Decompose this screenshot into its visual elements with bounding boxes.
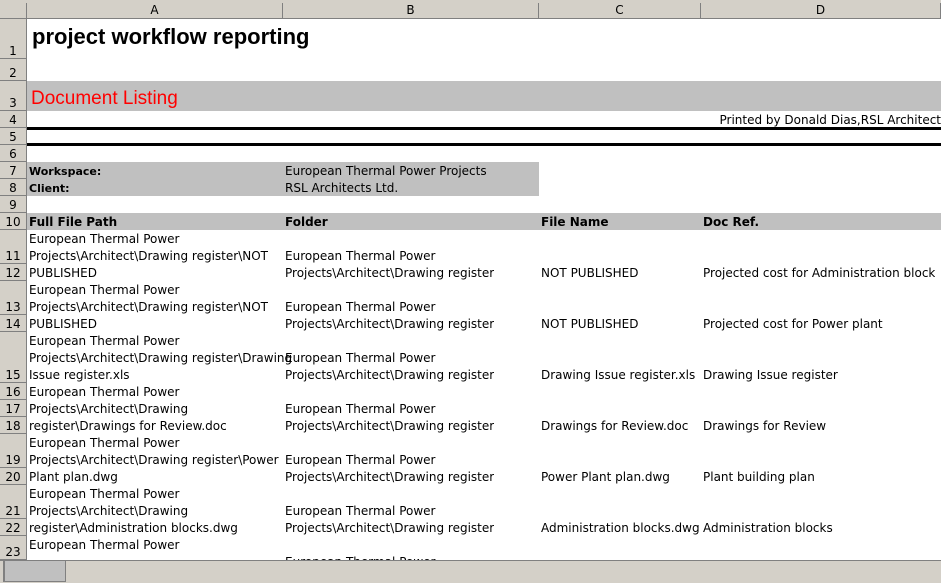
cell-a-line-12[interactable]: register\Drawings for Review.doc bbox=[29, 419, 227, 433]
cell-d-line-12[interactable]: Drawings for Review bbox=[703, 419, 827, 433]
column-header-c[interactable]: C bbox=[539, 3, 701, 19]
cell-c-line-15[interactable]: Power Plant plan.dwg bbox=[541, 470, 670, 484]
cell-a-line-5[interactable]: Projects\Architect\Drawing register\NOT bbox=[29, 300, 268, 314]
cell-a-line-18[interactable]: register\Administration blocks.dwg bbox=[29, 521, 238, 535]
cell-d-line-3[interactable]: Projected cost for Administration block bbox=[703, 266, 936, 280]
cell-b-line-14[interactable]: European Thermal Power bbox=[285, 453, 436, 467]
document-listing-heading: Document Listing bbox=[31, 88, 178, 109]
row-header-19[interactable]: 19 bbox=[0, 434, 27, 468]
cell-a-line-14[interactable]: Projects\Architect\Drawing register\Power bbox=[29, 453, 279, 467]
row-header-1[interactable]: 1 bbox=[0, 19, 27, 59]
cell-b-line-9[interactable]: Projects\Architect\Drawing register bbox=[285, 368, 495, 382]
cell-d-line-6[interactable]: Projected cost for Power plant bbox=[703, 317, 883, 331]
cell-c-line-3[interactable]: NOT PUBLISHED bbox=[541, 266, 639, 280]
report-title: project workflow reporting bbox=[32, 24, 310, 49]
column-header-a[interactable]: A bbox=[27, 3, 283, 19]
column-header-b[interactable]: B bbox=[283, 3, 539, 19]
cell-a-line-7[interactable]: European Thermal Power bbox=[29, 334, 180, 348]
cell-b-line-18[interactable]: Projects\Architect\Drawing register bbox=[285, 521, 495, 535]
cell-a-line-11[interactable]: Projects\Architect\Drawing bbox=[29, 402, 189, 416]
cell-a-line-16[interactable]: European Thermal Power bbox=[29, 487, 180, 501]
cell-d-line-15[interactable]: Plant building plan bbox=[703, 470, 815, 484]
client-label: Client: bbox=[29, 182, 70, 195]
row-header-7[interactable]: 7 bbox=[0, 162, 27, 179]
cell-b-line-11[interactable]: European Thermal Power bbox=[285, 402, 436, 416]
cell-b-line-3[interactable]: Projects\Architect\Drawing register bbox=[285, 266, 495, 280]
row-header-17[interactable]: 17 bbox=[0, 400, 27, 417]
cell-a-line-15[interactable]: Plant plan.dwg bbox=[29, 470, 118, 484]
row-header-10[interactable]: 10 bbox=[0, 213, 27, 230]
cell-b-line-15[interactable]: Projects\Architect\Drawing register bbox=[285, 470, 495, 484]
row-header-21[interactable]: 21 bbox=[0, 485, 27, 519]
cell-c-line-6[interactable]: NOT PUBLISHED bbox=[541, 317, 639, 331]
row-header-6[interactable]: 6 bbox=[0, 145, 27, 162]
cell-a-line-6[interactable]: PUBLISHED bbox=[29, 317, 97, 331]
column-header-d[interactable]: D bbox=[701, 3, 941, 19]
cell-a-line-17[interactable]: Projects\Architect\Drawing bbox=[29, 504, 189, 518]
header-folder[interactable]: Folder bbox=[285, 215, 328, 229]
row-header-4[interactable]: 4 bbox=[0, 111, 27, 128]
client-value[interactable]: RSL Architects Ltd. bbox=[285, 181, 399, 195]
cell-b-line-2[interactable]: European Thermal Power bbox=[285, 249, 436, 263]
header-band bbox=[27, 213, 941, 230]
row-header-12[interactable]: 12 bbox=[0, 264, 27, 281]
row-header-18[interactable]: 18 bbox=[0, 417, 27, 434]
cell-b-line-5[interactable]: European Thermal Power bbox=[285, 300, 436, 314]
cell-a-line-19[interactable]: European Thermal Power bbox=[29, 538, 180, 552]
sheet-tab[interactable] bbox=[4, 560, 66, 582]
cell-d-line-9[interactable]: Drawing Issue register bbox=[703, 368, 838, 382]
row-header-5[interactable]: 5 bbox=[0, 128, 27, 145]
cell-a-line-1[interactable]: European Thermal Power bbox=[29, 232, 180, 246]
row-header-16[interactable]: 16 bbox=[0, 383, 27, 400]
cell-b-line-17[interactable]: European Thermal Power bbox=[285, 504, 436, 518]
cell-a-line-8[interactable]: Projects\Architect\Drawing register\Drawing bbox=[29, 351, 293, 365]
workspace-label: Workspace: bbox=[29, 165, 102, 178]
cell-a-line-4[interactable]: European Thermal Power bbox=[29, 283, 180, 297]
row-header-22[interactable]: 22 bbox=[0, 519, 27, 536]
row-header-23[interactable]: 23 bbox=[0, 536, 27, 560]
row-header-11[interactable]: 11 bbox=[0, 230, 27, 264]
cell-a-line-10[interactable]: European Thermal Power bbox=[29, 385, 180, 399]
row-header-13[interactable]: 13 bbox=[0, 281, 27, 315]
cell-d-line-18[interactable]: Administration blocks bbox=[703, 521, 833, 535]
header-doc-ref[interactable]: Doc Ref. bbox=[703, 215, 759, 229]
header-full-file-path[interactable]: Full File Path bbox=[29, 215, 118, 229]
row-header-20[interactable]: 20 bbox=[0, 468, 27, 485]
cell-c-line-12[interactable]: Drawings for Review.doc bbox=[541, 419, 689, 433]
cell-b-line-8[interactable]: European Thermal Power bbox=[285, 351, 436, 365]
cell-c-line-9[interactable]: Drawing Issue register.xls bbox=[541, 368, 696, 382]
workspace-value[interactable]: European Thermal Power Projects bbox=[285, 164, 487, 178]
row-header-9[interactable]: 9 bbox=[0, 196, 27, 213]
row-header-15[interactable]: 15 bbox=[0, 332, 27, 383]
select-all-corner[interactable] bbox=[0, 3, 27, 19]
thick-rule-bottom bbox=[27, 143, 941, 146]
cell-c-line-18[interactable]: Administration blocks.dwg bbox=[541, 521, 700, 535]
cell-a-line-2[interactable]: Projects\Architect\Drawing register\NOT bbox=[29, 249, 268, 263]
cell-b-line-12[interactable]: Projects\Architect\Drawing register bbox=[285, 419, 495, 433]
printed-by-text: Printed by Donald Dias,RSL Architect bbox=[719, 113, 941, 127]
cell-b-line-6[interactable]: Projects\Architect\Drawing register bbox=[285, 317, 495, 331]
cell-a-line-3[interactable]: PUBLISHED bbox=[29, 266, 97, 280]
row-header-8[interactable]: 8 bbox=[0, 179, 27, 196]
row-header-3[interactable]: 3 bbox=[0, 81, 27, 111]
row-header-2[interactable]: 2 bbox=[0, 59, 27, 81]
sheet-tab-bar bbox=[0, 560, 941, 583]
header-file-name[interactable]: File Name bbox=[541, 215, 609, 229]
cell-a-line-13[interactable]: European Thermal Power bbox=[29, 436, 180, 450]
cell-a-line-9[interactable]: Issue register.xls bbox=[29, 368, 130, 382]
row-header-14[interactable]: 14 bbox=[0, 315, 27, 332]
